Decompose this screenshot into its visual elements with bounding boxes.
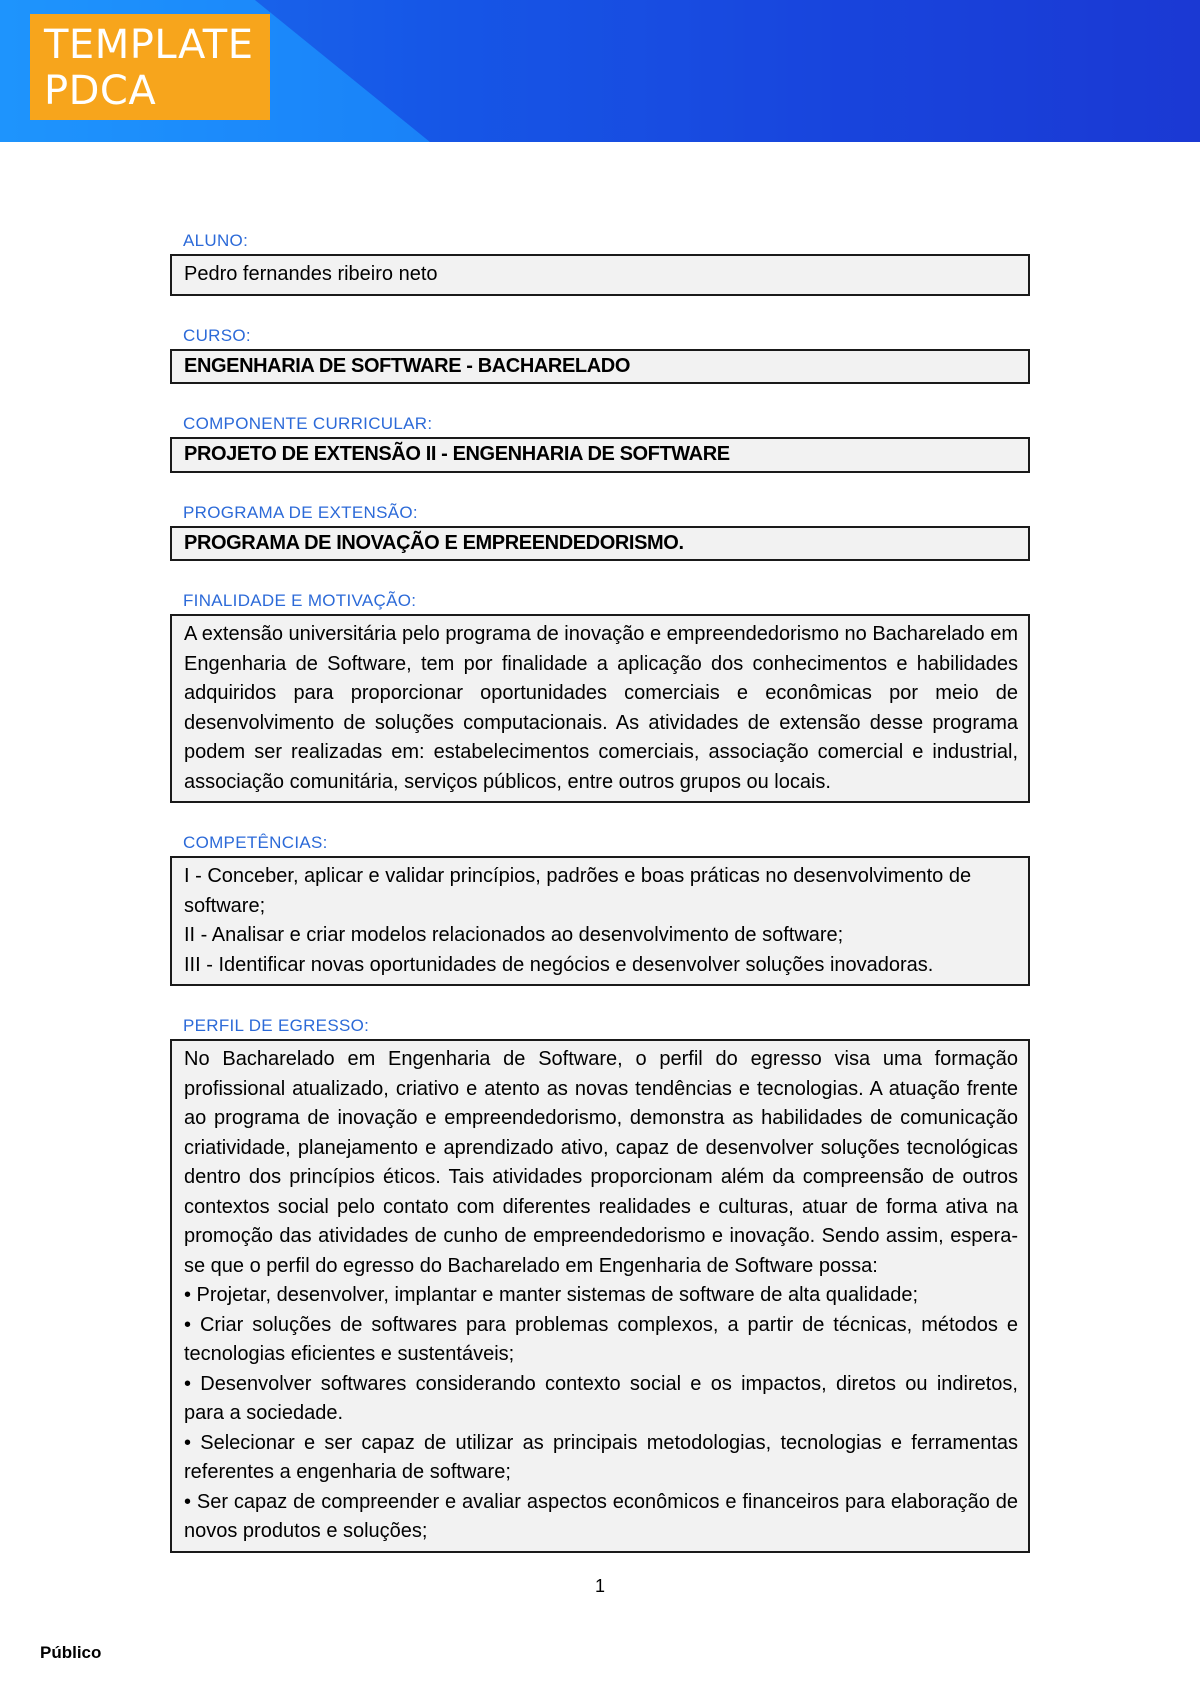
section-programa — [170, 503, 1030, 562]
field-programa: PROGRAMA DE INOVAÇÃO E EMPREENDEDORISMO. — [170, 526, 1030, 562]
footer-classification: Público — [40, 1643, 102, 1662]
label-finalidade: FINALIDADE E MOTIVAÇÃO: — [183, 591, 417, 610]
section-perfil — [170, 1016, 1030, 1553]
header-band — [0, 0, 1200, 142]
section-curso — [170, 326, 1030, 385]
competencia-item: I - Conceber, aplicar e validar princípios, padrões e boas práticas no desenvolvimento de software; — [184, 865, 972, 917]
finalidade-text: A extensão universitária pelo programa de inovação e empreendedorismo no Bacharelado em Engenharia de Software, tem por finalidade a aplicação dos conhecimentos e habilidades adquiridos para proporcionar oportunidades comerciais e econômicas por meio de desenvolvimento de soluções computacionais. As atividades de extensão desse programa podem ser realizadas em: estabelecimentos comerciais, associação comercial e industrial, associação comunitária, serviços públicos, entre outros grupos ou locais. — [184, 623, 1018, 793]
perfil-bullet: • Projetar, desenvolver, implantar e manter sistemas de software de alta qualidade; — [184, 1284, 919, 1306]
form-content — [170, 231, 1030, 1582]
field-perfil — [170, 1039, 1030, 1553]
label-aluno: ALUNO: — [183, 231, 249, 250]
logo-line-1: TEMPLATE — [44, 22, 254, 68]
perfil-paragraph: No Bacharelado em Engenharia de Software, o perfil do egresso visa uma formação profissional atualizado, criativo e atento as novas tendências e tecnologias. A atuação frente ao programa de inovação e empreendedorismo, demonstra as habilidades de comunicação criatividade, planejamento e aprendizado ativo, capaz de desenvolver soluções tecnológicas dentro dos princípios éticos. Tais atividades proporcionam além da compreensão de outros contextos social pelo contato com diferentes realidades e culturas, atuar de forma ativa na promoção das atividades de cunho de empreendedorismo e inovação. Sendo assim, espera-se que o perfil do egresso do Bacharelado em Engenharia de Software possa: — [184, 1048, 1018, 1277]
competencia-item: III - Identificar novas oportunidades de negócios e desenvolver soluções inovadoras. — [184, 953, 934, 976]
field-finalidade — [170, 614, 1030, 803]
template-pdca-logo — [30, 14, 270, 120]
field-aluno: Pedro fernandes ribeiro neto — [170, 254, 1030, 296]
perfil-bullet: • Desenvolver softwares considerando contexto social e os impactos, diretos ou indiretos, para a sociedade. — [184, 1372, 1018, 1424]
logo-line-2: PDCA — [44, 68, 157, 114]
section-aluno — [170, 231, 1030, 296]
label-programa: PROGRAMA DE EXTENSÃO: — [183, 502, 418, 522]
section-finalidade — [170, 591, 1030, 803]
field-competencias — [170, 856, 1030, 986]
label-componente: COMPONENTE CURRICULAR: — [183, 414, 433, 433]
competencia-item: II - Analisar e criar modelos relacionados ao desenvolvimento de software; — [184, 924, 844, 946]
page-number: 1 — [594, 1576, 605, 1596]
perfil-bullet: • Selecionar e ser capaz de utilizar as principais metodologias, tecnologias e ferramentas referentes a engenharia de software; — [184, 1431, 1018, 1483]
perfil-bullet: • Ser capaz de compreender e avaliar aspectos econômicos e financeiros para elaboração de novos produtos e soluções; — [184, 1490, 1018, 1542]
field-curso: ENGENHARIA DE SOFTWARE - BACHARELADO — [170, 349, 1030, 385]
section-competencias — [170, 833, 1030, 986]
label-perfil: PERFIL DE EGRESSO: — [183, 1016, 370, 1035]
label-curso: CURSO: — [183, 325, 251, 345]
section-componente — [170, 414, 1030, 473]
perfil-bullet: • Criar soluções de softwares para problemas complexos, a partir de técnicas, métodos e tecnologias eficientes e sustentáveis; — [184, 1313, 1018, 1365]
label-competencias: COMPETÊNCIAS: — [183, 833, 328, 852]
field-componente: PROJETO DE EXTENSÃO II - ENGENHARIA DE SOFTWARE — [170, 437, 1030, 473]
